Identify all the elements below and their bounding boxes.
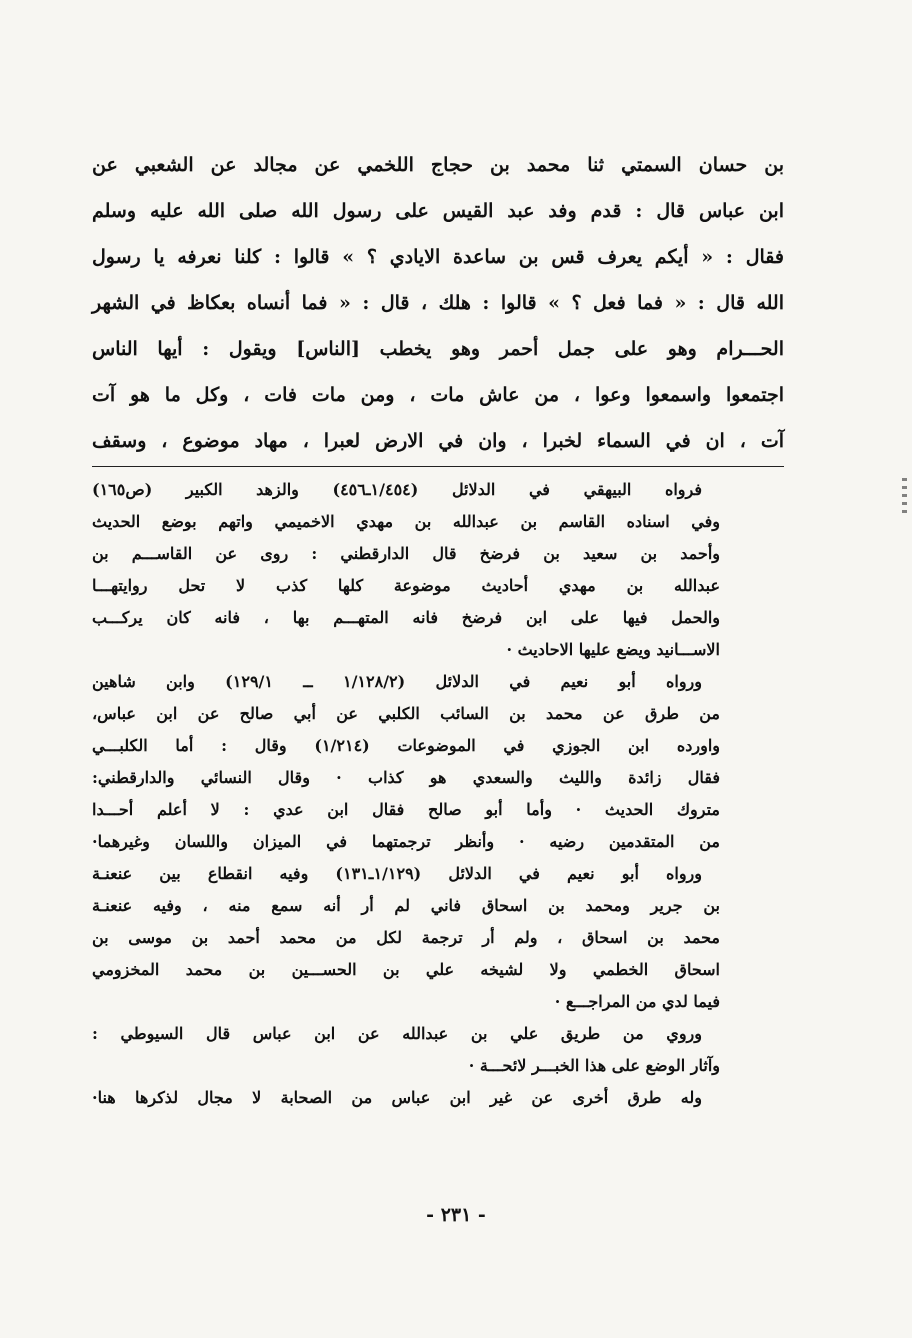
main-text [92, 142, 784, 464]
footnote-line: متروك الحديث · وأما أبو صالح فقال ابن عدي : لا أعلم أحـــدا [92, 800, 720, 819]
footnote-line: عبدالله بن مهدي أحاديث موضوعة كلها كذب لا تحل روايتهـــا [92, 576, 720, 595]
footnote-line: بن جرير ومحمد بن اسحاق فاني لم أر أنه سمع منه ، وفيه عنعنـة [92, 896, 720, 915]
footnote-line: وله طرق أخرى عن غير ابن عباس من الصحابة لا مجال لذكرها هنا· [92, 1088, 702, 1107]
footnote-line: الاســـانيد ويضع عليها الاحاديث · [506, 640, 720, 659]
footnote-divider [92, 466, 784, 467]
main-text-line: بن حسان السمتي ثنا محمد بن حجاج اللخمي عن مجالد عن الشعبي عن [92, 154, 784, 176]
main-text-line: آت ، ان في السماء لخبرا ، وان في الارض لعبرا ، مهاد موضوع ، وسقف [92, 430, 784, 452]
footnote-line: والحمل فيها على ابن فرضخ فانه المتهـــم بها ، فانه كان يركـــب [92, 608, 720, 627]
footnote-line: فرواه البيهقي في الدلائل (١/٤٥٤ـ٤٥٦) والزهد الكبير (ص١٦٥) [92, 480, 703, 499]
footnote-line: ورواه أبو نعيم في الدلائل (١/١٢٩ـ١٣١) وفيه انقطاع بين عنعنـة [92, 864, 703, 883]
footnote-line: وروي من طريق علي بن عبدالله عن ابن عباس قال السيوطي : [92, 1024, 703, 1043]
footnote-line: فيما لدي من المراجـــع · [554, 992, 720, 1011]
footnotes [92, 474, 720, 1114]
scan-edge-mark [902, 478, 907, 516]
main-text-line: ابن عباس قال : قدم وفد عبد القيس على رسول الله صلى الله عليه وسلم [92, 200, 784, 222]
main-text-line: الله قال : « فما فعل ؟ » قالوا : هلك ، قال : « فما أنساه بعكاظ في الشهر [92, 292, 784, 314]
footnote-line: فقال زائدة والليث والسعدي هو كذاب · وقال النسائي والدارقطني: [92, 768, 720, 787]
page-number: - ٢٣١ - [426, 1204, 486, 1226]
main-text-line: الحـــرام وهو على جمل أحمر وهو يخطب [الناس] ويقول : أيها الناس [92, 338, 784, 360]
footnote-line: من المتقدمين رضيه · وأنظر ترجمتهما في الميزان واللسان وغيرهما· [92, 832, 720, 851]
footnote-line: من طرق عن محمد بن السائب الكلبي عن أبي صالح عن ابن عباس، [92, 704, 720, 723]
footnote-line: وأحمد بن سعيد بن فرضخ قال الدارقطني : روى عن القاســـم بن [92, 544, 720, 563]
footnote-line: وآثار الوضع على هذا الخبـــر لائحـــة · [468, 1056, 720, 1075]
main-text-line: اجتمعوا واسمعوا وعوا ، من عاش مات ، ومن مات فات ، وكل ما هو آت [92, 384, 784, 406]
footnote-line: محمد بن اسحاق ، ولم أر ترجمة لكل من محمد أحمد بن موسى بن [92, 928, 720, 947]
footnote-line: ورواه أبو نعيم في الدلائل (١/١٢٨/٢ ــ ١٢٩/١) وابن شاهين [92, 672, 703, 691]
footnote-line: واورده ابن الجوزي في الموضوعات (١/٢١٤) وقال : أما الكلبـــي [92, 736, 721, 755]
main-text-line: فقال : « أيكم يعرف قس بن ساعدة الايادي ؟ » قالوا : كلنا نعرفه يا رسول [92, 246, 784, 268]
footnote-line: اسحاق الخطمي ولا لشيخه علي بن الحســـين بن محمد المخزومي [92, 960, 720, 979]
footnote-line: وفي اسناده القاسم بن عبدالله بن مهدي الاخميمي واتهم بوضع الحديث [92, 512, 720, 531]
